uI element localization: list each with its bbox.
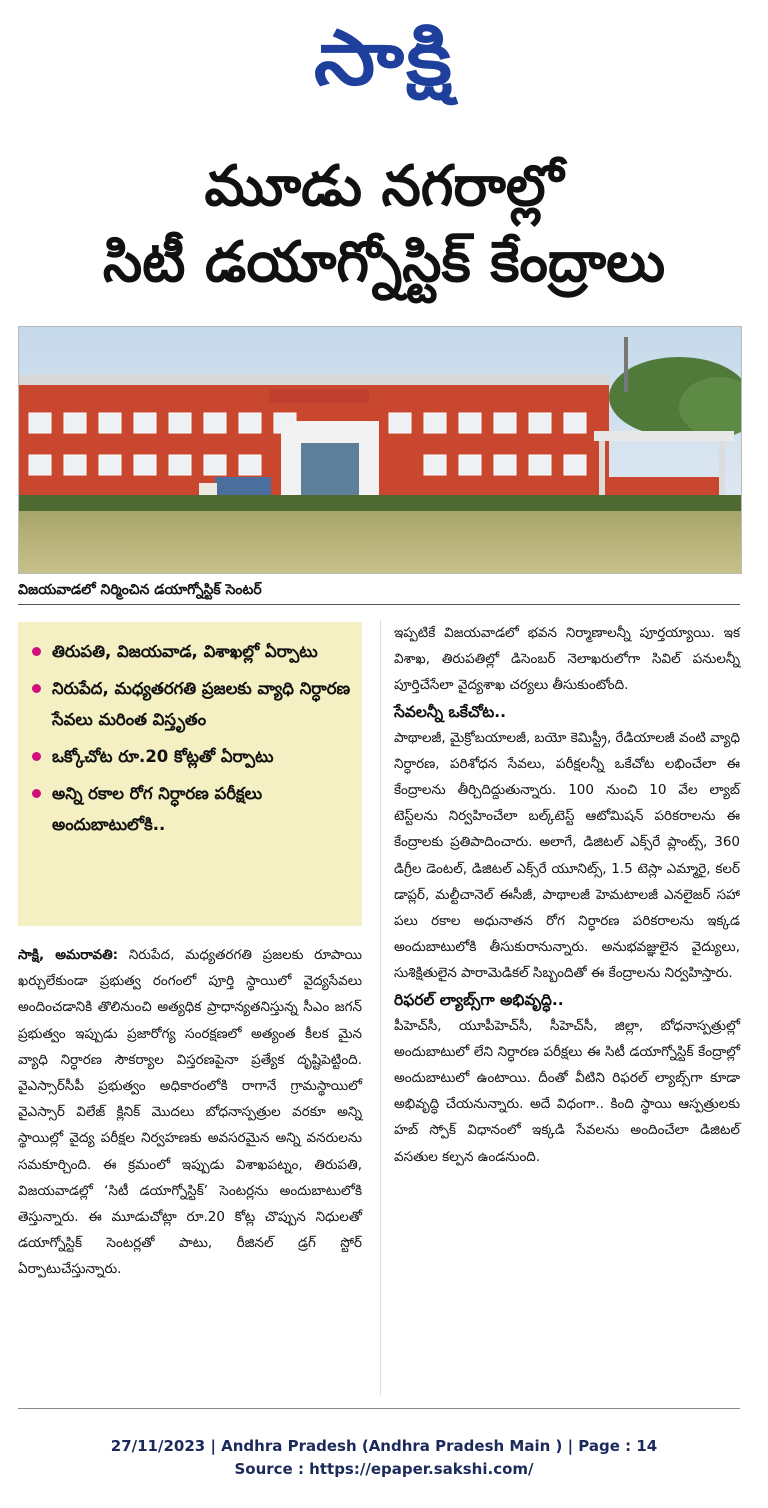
article-column-right [394,620,740,1170]
highlight-item [32,778,352,840]
article-column-left [18,942,362,1283]
bullet-icon [32,684,41,693]
highlight-text: నిరుపేద, మధ్యతరగతి ప్రజలకు వ్యాధి నిర్ధారణ సేవలు మరింత విస్తృతం [52,679,351,729]
masthead-logo: సాక్షి [313,13,455,102]
highlight-item [32,741,352,772]
building-photo [18,326,742,574]
paragraph-text: నిరుపేద, మధ్యతరగతి ప్రజలకు రూపాయి ఖర్చులేకుండా ప్రభుత్వ రంగంలో పూర్తి స్థాయిలో వైద్యసేవలు అందించడానికి తొలినుంచి అత్యధిక ప్రాధాన్యతనిస్తున్న సీఎం జగన్ ప్రభుత్వం ఇప్పుడు ప్రజారోగ్య సంరక్షణలో అత్యంత కీలక మైన వ్యాధి నిర్ధారణ సౌకర్యాల విస్తరణపైనా ప్రత్యేక దృష్టిపెట్టింది. వైఎస్సార్‌సీపీ ప్రభుత్వం అధికారంలోకి రాగానే గ్రామస్థాయిలో వైఎస్సార్ విలేజ్ క్లినిక్ మొదలు బోధనాస్పత్రుల వరకూ అన్ని స్థాయిల్లో వైద్య పరీక్షల నిర్వహణకు అవసరమైన అన్ని వనరులను సమకూర్చింది. ఈ క్రమంలో ఇప్పుడు విశాఖపట్నం, తిరుపతి, విజయవాడల్లో ‘సిటీ డయాగ్నోస్టిక్’ సెంటర్లను అందుబాటులోకి తెస్తున్నారు. ఈ మూడుచోట్లా రూ.20 కోట్ల చొప్పున నిధులతో డయాగ్నోస్టిక్ సెంటర్లతో పాటు, రీజినల్ డ్రగ్ స్టోర్ ఏర్పాటుచేస్తున్నారు. [18,947,362,1278]
dateline: సాక్షి, అమరావతి: [18,947,119,963]
highlight-text: అన్ని రకాల రోగ నిర్ధారణ పరీక్షలు అందుబాటులోకి.. [52,784,263,834]
article-paragraph: పాథాలజీ, మైక్రోబయాలజీ, బయో కెమిస్ట్రీ, రేడియాలజీ వంటి వ్యాధి నిర్ధారణ, పరిశోధన సేవలు, పరీక్షలన్నీ ఒకేచోట లభించేలా ఈ కేంద్రాలను తీర్చిదిద్దుతున్నారు. 100 నుంచి 10 వేల ల్యాబ్ టెస్ట్‌లను నిర్వహించేలా బల్క్‌టెస్ట్ ఆటోమిషన్ పరికరాలను ఈ కేంద్రాలకు ప్రతిపాదించారు. అలాగే, డిజిటల్ ఎక్స్‌రే ప్లాంట్స్, 360 డిగ్రీల డెంటల్, డిజిటల్ ఎక్స్‌రే యూనిట్స్, 1.5 టెస్లా ఎమ్మారై, కలర్ డాప్లర్, మల్టీచానెల్ ఈసీజీ, పాథాలజీ హెమటాలజీ ఎనలైజర్ సహా పలు రకాల అధునాతన రోగ నిర్ధారణ పరికరాలను ఇక్కడ అందుబాటులోకి తీసుకురానున్నారు. అనుభవజ్ఞులైన వైద్యులు, సుశిక్షితులైన పారామెడికల్ సిబ్బందితో ఈ కేంద్రాలను నిర్వహిస్తారు. [394,729,740,982]
bullet-icon [32,647,41,656]
highlight-item [32,673,352,735]
headline-line-2: సిటీ డయాగ్నోస్టిక్ కేంద్రాలు [102,230,666,295]
footer-dateline: 27/11/2023 | Andhra Pradesh (Andhra Pradesh Main ) | Page : 14 [110,1437,658,1455]
highlights-box [18,622,362,926]
highlight-item [32,636,352,667]
article-paragraph: పీహెచ్‌సీ, యూపీహెచ్‌సీ, సీహెచ్‌సీ, జిల్లా, బోధనాస్పత్రుల్లో అందుబాటులో లేని నిర్ధారణ పరీక్షలు ఈ సిటీ డయాగ్నోస్టిక్ కేంద్రాల్లో అందుబాటులో ఉంటాయి. దీంతో వీటిని రిఫరల్ ల్యాబ్స్‌గా కూడా అభివృద్ధి చేయనున్నారు. అదే విధంగా.. కింది స్థాయి ఆస్పత్రులకు హబ్ స్పోక్ విధానంలో ఇక్కడి సేవలను అందించేలా డిజిటల్ వసతుల కల్పన ఉండనుంది. [394,1017,740,1165]
footer-divider [18,1408,740,1409]
bullet-icon [32,752,41,761]
article-paragraph: ఇప్పటికే విజయవాడలో భవన నిర్మాణాలన్నీ పూర్తయ్యాయి. ఇక విశాఖ, తిరుపతిల్లో డిసెంబర్ నెలాఖరులోగా సివిల్ పనులన్నీ పూర్తిచేసేలా వైద్యశాఖ చర్యలు తీసుకుంటోంది. [394,625,740,694]
subheading: సేవలన్నీ ఒకేచోట.. [394,702,507,721]
bullet-icon [32,789,41,798]
highlight-text: తిరుపతి, విజయవాడ, విశాఖల్లో ఏర్పాటు [52,642,318,661]
column-divider [380,620,381,1395]
headline-line-1: మూడు నగరాల్లో [204,154,564,219]
photo-caption: విజయవాడలో నిర్మించిన డయాగ్నోస్టిక్ సెంటర్ [18,580,740,605]
subheading: రిఫరల్ ల్యాబ్స్‌గా అభివృద్ధి.. [394,990,564,1009]
footer-source: Source : https://epaper.sakshi.com/ [234,1460,534,1478]
article-paragraph [18,942,362,1283]
highlight-text: ఒక్కోచోట రూ.20 కోట్లతో ఏర్పాటు [52,747,274,766]
